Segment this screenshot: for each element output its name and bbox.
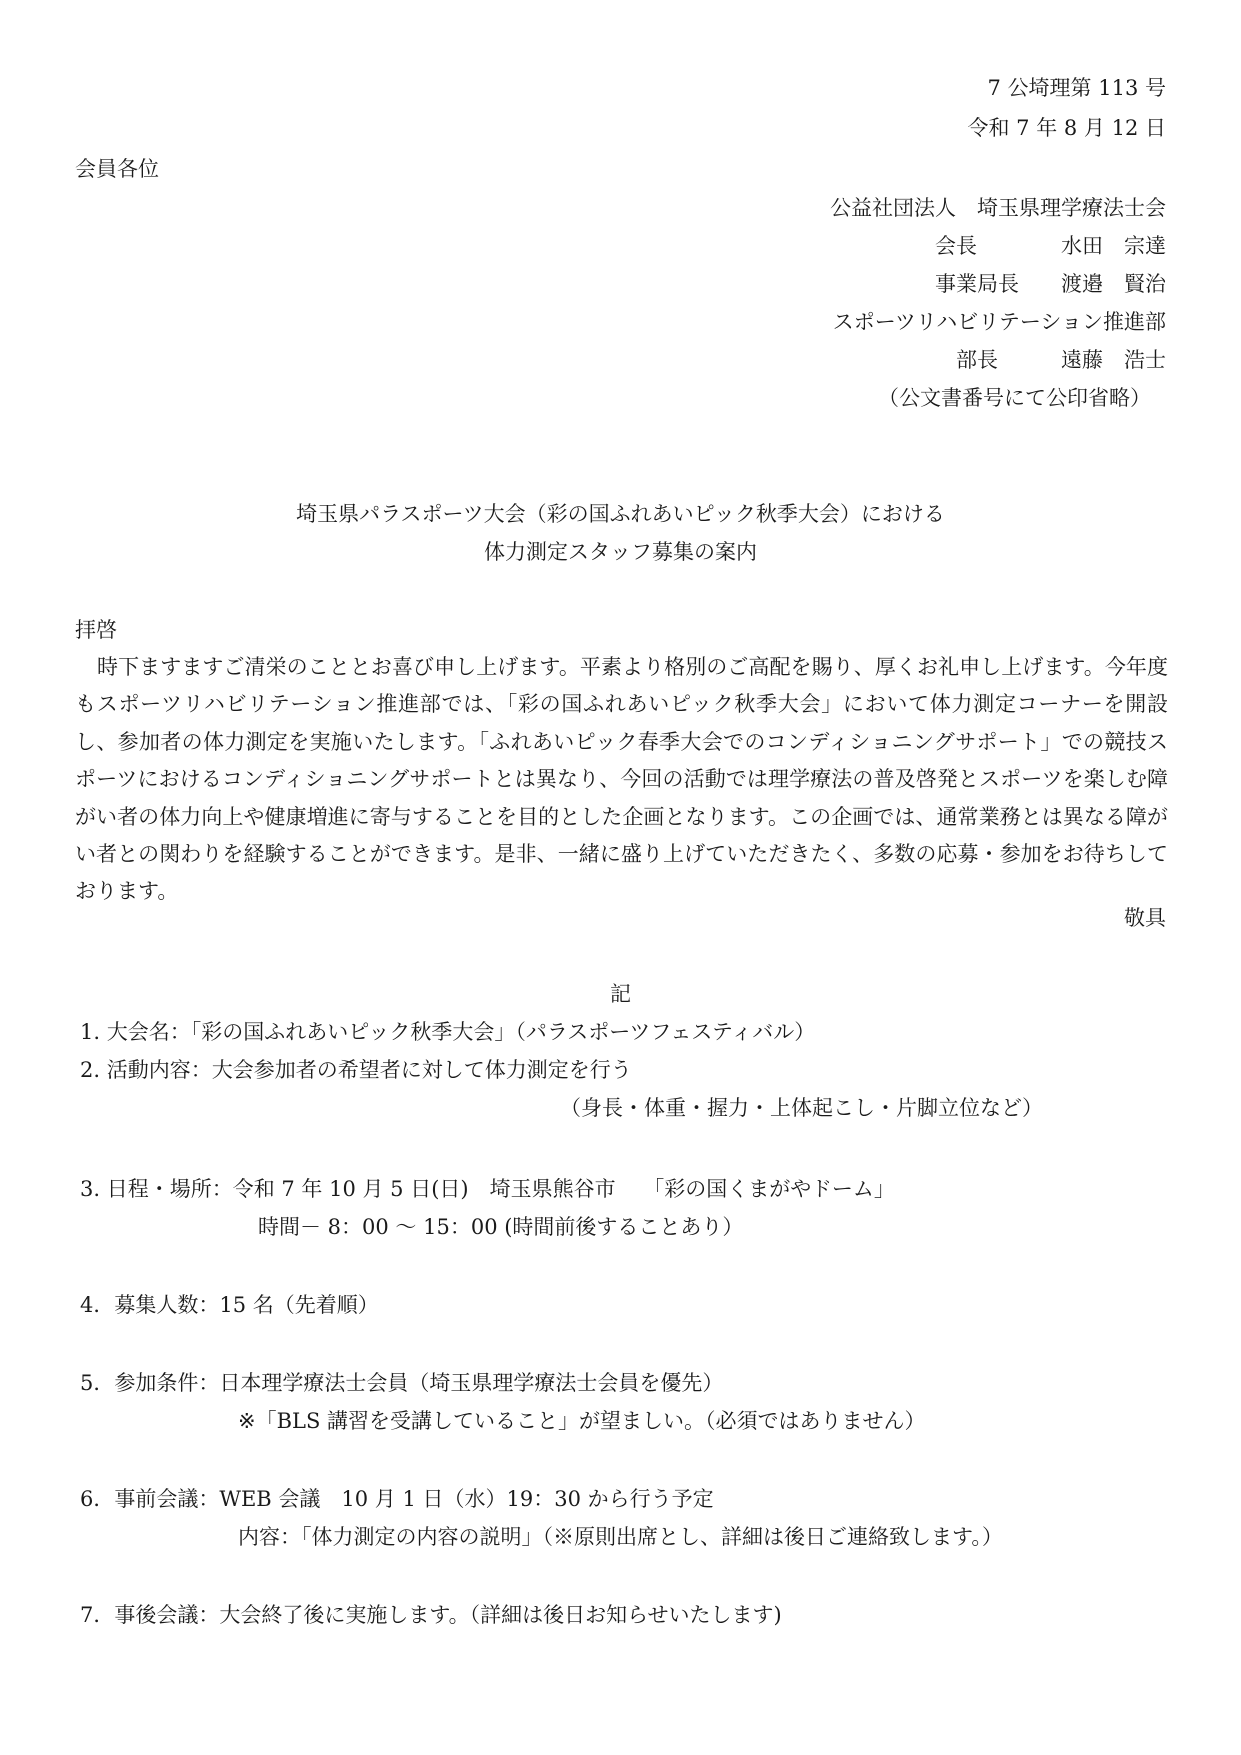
sender-department-head: 部長 遠藤 浩士 <box>956 348 1166 372</box>
item-3-time: 時間－ 8：00 ～ 15：00 (時間前後することあり） <box>258 1215 744 1239</box>
document-number: 7 公埼理第 113 号 <box>987 76 1166 100</box>
item-1-event-name: 1. 大会名：「彩の国ふれあいピック秋季大会」（パラスポーツフェスティバル） <box>80 1020 816 1044</box>
closing-salutation: 敬具 <box>1124 906 1166 930</box>
greeting-body: 時下ますますご清栄のこととお喜び申し上げます。平素より格別のご高配を賜り、厚くお礼申し上げます。今年度もスポーツリハビリテーション推進部では、「彩の国ふれあいピック秋季大会」において体力測定コーナーを開設し、参加者の体力測定を実施いたします。「ふれあいピック春季大会でのコンディショニングサポート」での競技スポーツにおけるコンディショニングサポートとは異なり、今回の活動では理学療法の普及啓発とスポーツを楽しむ障がい者の体力向上や健康増進に寄与することを目的とした企画となります。この企画では、通常業務とは異なる障がい者との関わりを経験することができます。是非、一緒に盛り上げていただきたく、多数の応募・参加をお待ちしております。 <box>75 655 1168 904</box>
sender-president: 会長 水田 宗達 <box>935 234 1166 258</box>
item-6-pre-meeting: 6．事前会議：WEB 会議 10 月 1 日（水）19：30 から行う予定 <box>80 1487 714 1511</box>
sender-organization: 公益社団法人 埼玉県理学療法士会 <box>830 196 1166 220</box>
sender-department: スポーツリハビリテーション推進部 <box>832 310 1166 334</box>
seal-omission-note: （公文書番号にて公印省略） <box>878 386 1151 410</box>
title-line-2: 体力測定スタッフ募集の案内 <box>484 540 757 564</box>
addressee: 会員各位 <box>75 157 159 181</box>
issue-date: 令和 7 年 8 月 12 日 <box>967 116 1166 140</box>
opening-salutation: 拝啓 <box>75 618 117 642</box>
ki-heading: 記 <box>610 982 631 1006</box>
item-3-schedule-place: 3. 日程・場所：令和 7 年 10 月 5 日(日) 埼玉県熊谷市 「彩の国くまがやドーム」 <box>80 1177 895 1201</box>
item-4-recruit-count: 4．募集人数：15 名（先着順） <box>80 1293 379 1317</box>
item-5-conditions-note: ※「BLS 講習を受講していること」が望ましい。（必須ではありません） <box>238 1409 926 1433</box>
sender-secretary: 事業局長 渡邉 賢治 <box>935 272 1166 296</box>
title-line-1: 埼玉県パラスポーツ大会（彩の国ふれあいピック秋季大会）における <box>296 502 945 526</box>
item-2-activity-detail: （身長・体重・握力・上体起こし・片脚立位など） <box>560 1096 1043 1120</box>
item-5-conditions: 5．参加条件：日本理学療法士会員（埼玉県理学療法士会員を優先） <box>80 1371 724 1395</box>
item-2-activity: 2. 活動内容：大会参加者の希望者に対して体力測定を行う <box>80 1058 632 1082</box>
item-7-post-meeting: 7．事後会議：大会終了後に実施します。（詳細は後日お知らせいたします) <box>80 1603 782 1627</box>
item-6-pre-meeting-content: 内容：「体力測定の内容の説明」（※原則出席とし、詳細は後日ご連絡致します。） <box>238 1525 1003 1549</box>
